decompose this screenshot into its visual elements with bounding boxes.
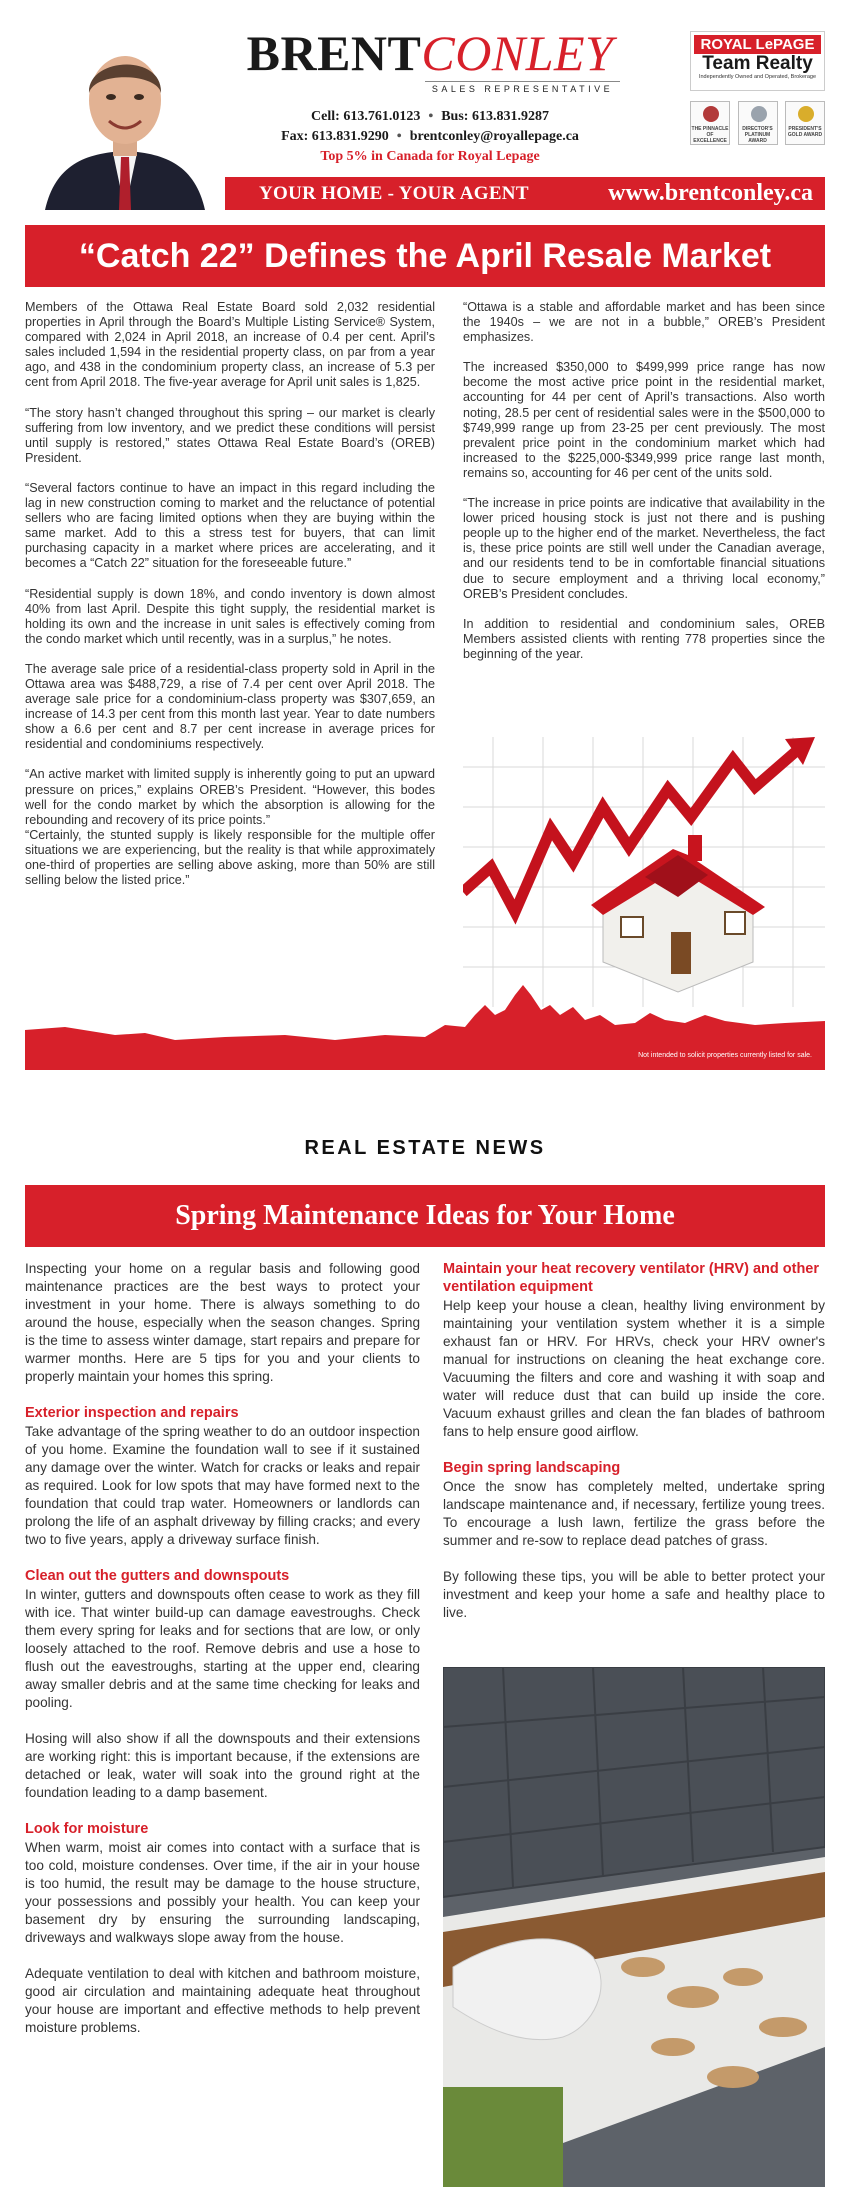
hrv-body: Help keep your house a clean, healthy living environment by maintaining your ventilation system whether it is a simple exhaust fan or HRV. For HRVs, check your HRV owner's manual for instructions on cleaning the heat exchange core. Vacuuming the filters and core and washing it with soap and water will reduce dust that can build up inside the core. Vacuum exhaust grilles and clean the fan blades of bathroom fans to help ensure good airflow.: [443, 1298, 825, 1439]
article1-paragraph: “The increase in price points are indicative that availability in the lower priced housing stock is just not there and is pushing people up to the higher end of the market. Nevertheless, the fact is, these price points are still well under the Canadian average, and our residents tend to be in comfortable financial situations due to secure employment and a thriving local economy,” OREB’s President concludes.: [463, 496, 825, 601]
website-link[interactable]: www.brentconley.ca: [608, 180, 813, 206]
gutters-heading: Clean out the gutters and downspouts: [25, 1568, 290, 1584]
house-window: [621, 917, 643, 937]
rising-market-house-image: [463, 737, 825, 1007]
exterior-body: Take advantage of the spring weather to do an outdoor inspection of you home. Examine the foundation wall to see if it sustained any damage over the winter. Watch for cracks or leaks and repair as required. Look for low spots that may have formed next to the foundation that could trap water. Homeowners or landlords can prolong the life of an asphalt driveway by filling cracks; and every two to five years, apply a driveway surface finish.: [25, 1424, 420, 1547]
awards-row: [690, 101, 825, 145]
slogan-text: YOUR HOME - YOUR AGENT: [259, 183, 529, 204]
agent-photo: [25, 35, 225, 210]
agent-brand: [240, 25, 620, 94]
article1-paragraph: In addition to residential and condominium sales, OREB Members assisted clients with renting 778 properties since the beginning of the year.: [463, 616, 825, 661]
moisture-body: When warm, moist air comes into contact with a surface that is too cold, moisture condenses. Over time, if the air in your house is too humid, the result may be damage to the house structure, your possessions and possibly your health. You can keep your basement dry by ensuring the surrounding landscaping, driveways and walkways slope away from the house.: [25, 1840, 420, 1945]
brokerage-team: Team Realty: [702, 53, 813, 74]
article1-left-column: [25, 300, 435, 903]
agent-portrait-image: [25, 35, 225, 210]
article1-paragraph: “The story hasn’t changed throughout this spring – our market is clearly suffering from low inventory, and we predict these conditions will persist until supply is restored,” states Ottawa Real Estate Board’s (OREB) President.: [25, 405, 435, 465]
article1-paragraph: “Certainly, the stunted supply is likely responsible for the multiple offer situations we are experiencing, but the reality is that while approximately one-third of properties are selling above asking, more than 50% are still selling below the listed price.”: [25, 827, 435, 888]
agent-first-name: BRENT: [246, 25, 422, 81]
exterior-heading: Exterior inspection and repairs: [25, 1405, 239, 1421]
article2-intro: Inspecting your home on a regular basis and following good maintenance practices are the best ways to protect your investment in your home. There is always something to do around the house, especially when the season changes. Spring is the time to assess winter damage, start repairs and prepare for warmer months. Here are 5 tips for you and your clients to properly maintain your homes this spring.: [25, 1261, 420, 1384]
agent-last-name: CONLEY: [421, 25, 614, 81]
ranking-text: Top 5% in Canada for Royal Lepage: [320, 149, 540, 164]
agent-title: SALES REPRESENTATIVE: [425, 81, 620, 94]
article2-title: Spring Maintenance Ideas for Your Home: [25, 1185, 825, 1247]
article1-title: “Catch 22” Defines the April Resale Market: [25, 225, 825, 287]
landscaping-body: Once the snow has completely melted, undertake spring landscape maintenance and, if necessary, fertilize young trees. To encourage a lush lawn, fertilize the grass before the summer and re-sow to replace dead patches of grass.: [443, 1479, 825, 1548]
landscaping-heading: Begin spring landscaping: [443, 1460, 621, 1476]
award-badge-platinum: DIRECTOR'S PLATINUM AWARD: [738, 101, 778, 145]
house-window: [725, 912, 745, 934]
lawn-background: [443, 2087, 563, 2187]
house-door: [671, 932, 691, 974]
brokerage-brand: ROYAL LePAGE: [694, 35, 821, 54]
award-badge-pinnacle: THE PINNACLE OF EXCELLENCE: [690, 101, 730, 145]
section-label: REAL ESTATE NEWS: [304, 1137, 546, 1159]
article1-right-column: [463, 300, 825, 677]
article1-paragraph: “Ottawa is a stable and affordable market and has been since the 1940s – we are not in a bubble,” OREB’s President emphasizes.: [463, 300, 825, 345]
brokerage-block: [690, 31, 825, 171]
gutters-body-2: Hosing will also show if all the downspouts and their extensions are working right: this is important because, if the extensions are detached or leak, water will soak into the ground right at the foundation leading to a damp basement.: [25, 1731, 420, 1800]
article1-paragraph: “An active market with limited supply is inherently going to put an upward pressure on prices,” explains OREB’s President. “However, this bodes well for the condo market by which the absorption is allowing for the rebounding and recovery of its price points.”: [25, 767, 435, 827]
fax-number: Fax: 613.831.9290: [281, 129, 389, 144]
brokerage-subtitle: Independently Owned and Operated, Brokerage: [698, 74, 817, 80]
house-chart-illustration: [463, 737, 825, 1007]
contact-block: [240, 107, 620, 167]
moisture-heading: Look for moisture: [25, 1821, 149, 1837]
cell-phone: Cell: 613.761.0123: [311, 109, 421, 124]
gutter-cleaning-illustration: [443, 1667, 825, 2187]
house-chimney: [688, 835, 702, 861]
article1-paragraph: Members of the Ottawa Real Estate Board sold 2,032 residential properties in April through the Board’s Multiple Listing Service® System, compared with 2,024 in April 2018, an increase of 0.4 per cent. April’s sales included 1,594 in the residential property class, on par from a year ago, and 438 in the condominium property class, an increase of 5.3 per cent from April 2018. The five-year average for April unit sales is 1,825.: [25, 300, 435, 390]
article1-paragraph: The increased $350,000 to $499,999 price range has now become the most active price point in the residential market, accounting for 44 per cent of April’s transactions. Also worth noting, 28.5 per cent of residential sales were in the $500,000 to $749,999 range up from 23-25 per cent previously. The most prevalent price point in the condominium market which had increased to the $225,000-$349,999 price range last month, remains so, accounting for 46 per cent of the units sold.: [463, 360, 825, 480]
gutters-body: In winter, gutters and downspouts often cease to work as they fill with ice. That winter build-up can damage eavestroughs. Check them every spring for leaks and for sections that are low, or only loosely attached to the roof. Remove debris and use a hose to flush out the eavestroughs, starting at the upper end, clearing away smaller debris and at the same time checking for leaks and pooling.: [25, 1587, 420, 1710]
disclaimer-text: Not intended to solicit properties currently listed for sale.: [638, 1052, 812, 1059]
article2-right-column: [443, 1260, 825, 1640]
gutter-cleaning-photo: [443, 1667, 825, 2187]
award-badge-gold: PRESIDENT'S GOLD AWARD: [785, 101, 825, 145]
slogan-bar: [225, 177, 825, 210]
moisture-body-2: Adequate ventilation to deal with kitchen and bathroom moisture, good air circulation and maintaining adequate heat throughout your house are important and effective methods to help prevent moisture problems.: [25, 1966, 420, 2035]
email-link[interactable]: brentconley@royallepage.ca: [409, 129, 579, 144]
newsletter-header: [25, 25, 825, 215]
separator-dot: •: [396, 129, 402, 144]
article1-paragraph: “Residential supply is down 18%, and condo inventory is down almost 40% from last April. Despite this tight supply, the residential market is holding its own and the increase in unit sales is effectively coming from the condo market which until recently, was in a surplus,” he notes.: [25, 586, 435, 646]
article2-closing: By following these tips, you will be able to better protect your investment and keep your home a safe and healthy place to live.: [443, 1569, 825, 1620]
separator-dot: •: [428, 109, 434, 124]
business-phone: Bus: 613.831.9287: [441, 109, 549, 124]
article1-paragraph: “Several factors continue to have an impact in this regard including the lag in new construction coming to market and the reluctance of potential sellers who are facing limited options when they are buying within the same market. Add to this a stress test for buyers, that can limit purchasing capacity in a market where prices are accelerating, and it becomes a “Catch 22” situation for the foreseeable future.”: [25, 480, 435, 571]
hrv-heading: Maintain your heat recovery ventilator (HRV) and other ventilation equipment: [443, 1261, 820, 1295]
article1-paragraph: The average sale price of a residential-class property sold in April in the Ottawa area was $488,729, a rise of 7.4 per cent over April 2018. The average sale price for a condominium-class property was $307,659, an increase of 14.3 per cent from this month last year. Year to date numbers show a 6.6 per cent and 8.7 per cent increase in average prices for residential and condominiums respectively.: [25, 661, 435, 752]
agent-name: [240, 25, 620, 81]
article2-left-column: [25, 1260, 420, 2055]
brokerage-logo: [690, 31, 825, 91]
